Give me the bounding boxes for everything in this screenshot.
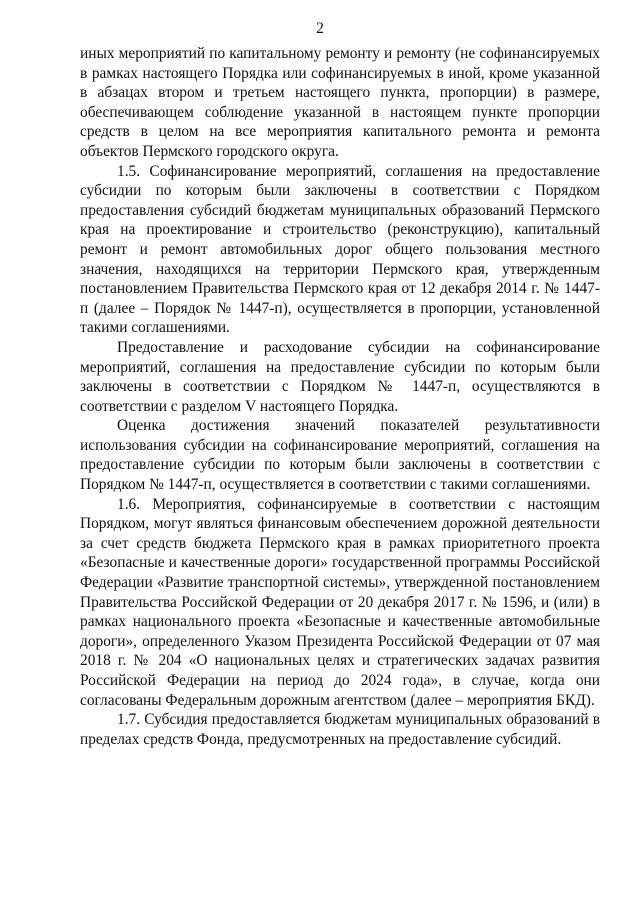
- paragraph-continuation: иных мероприятий по капитальному ремонту и ремонту (не софинансируемых в рамках настоящего Порядка или софинансируемых в иной, кроме указанной в абзацах втором и третьем настоящего пункта, пропорции) в размере, обеспечивающем соблюдение указанной в настоящем пункте пропорции средств в целом на все мероприятия капитального ремонта и ремонта объектов Пермского городского округа.: [80, 45, 600, 160]
- paragraph-1-7: 1.7. Субсидия предоставляется бюджетам муниципальных образований в пределах средств Фонда, предусмотренных на предоставление субсидий.: [80, 711, 600, 748]
- page-number: 2: [316, 20, 324, 37]
- document-body: [80, 44, 600, 749]
- paragraph-performance-evaluation: Оценка достижения значений показателей результативности использования субсидии на софинансирование мероприятий, соглашения на предоставление субсидии по которым были заключены в соответствии с Порядком № 1447-п, осуществляется в соответствии с такими соглашениями.: [80, 417, 600, 494]
- paragraph-1-5: 1.5. Софинансирование мероприятий, соглашения на предоставление субсидии по которым были заключены в соответствии с Порядком предоставления субсидий бюджетам муниципальных образований Пермского края на проектирование и строительство (реконструкцию), капитальный ремонт и ремонт автомобильных дорог общего пользования местного значения, находящихся на территории Пермского края, утвержденным постановлением Правительства Пермского края от 12 декабря 2014 г. № 1447-п (далее – Порядок № 1447-п), осуществляется в пропорции, установленной такими соглашениями.: [80, 162, 600, 337]
- paragraph-1-6: 1.6. Мероприятия, софинансируемые в соответствии с настоящим Порядком, могут являться финансовым обеспечением дорожной деятельности за счет средств бюджета Пермского края в рамках приоритетного проекта «Безопасные и качественные дороги» государственной программы Российской Федерации «Развитие транспортной системы», утвержденной постановлением Правительства Российской Федерации от 20 декабря 2017 г. № 1596, и (или) в рамках национального проекта «Безопасные и качественные автомобильные дороги», определенного Указом Президента Российской Федерации от 07 мая 2018 г. № 204 «О национальных целях и стратегических задачах развития Российской Федерации на период до 2024 года», в случае, когда они согласованы Федеральным дорожным агентством (далее – мероприятия БКД).: [80, 495, 600, 709]
- paragraph-subsidy-provision: Предоставление и расходование субсидии на софинансирование мероприятий, соглашения на предоставление субсидии по которым были заключены в соответствии с Порядком № 1447-п, осуществляются в соответствии с разделом V настоящего Порядка.: [80, 338, 600, 415]
